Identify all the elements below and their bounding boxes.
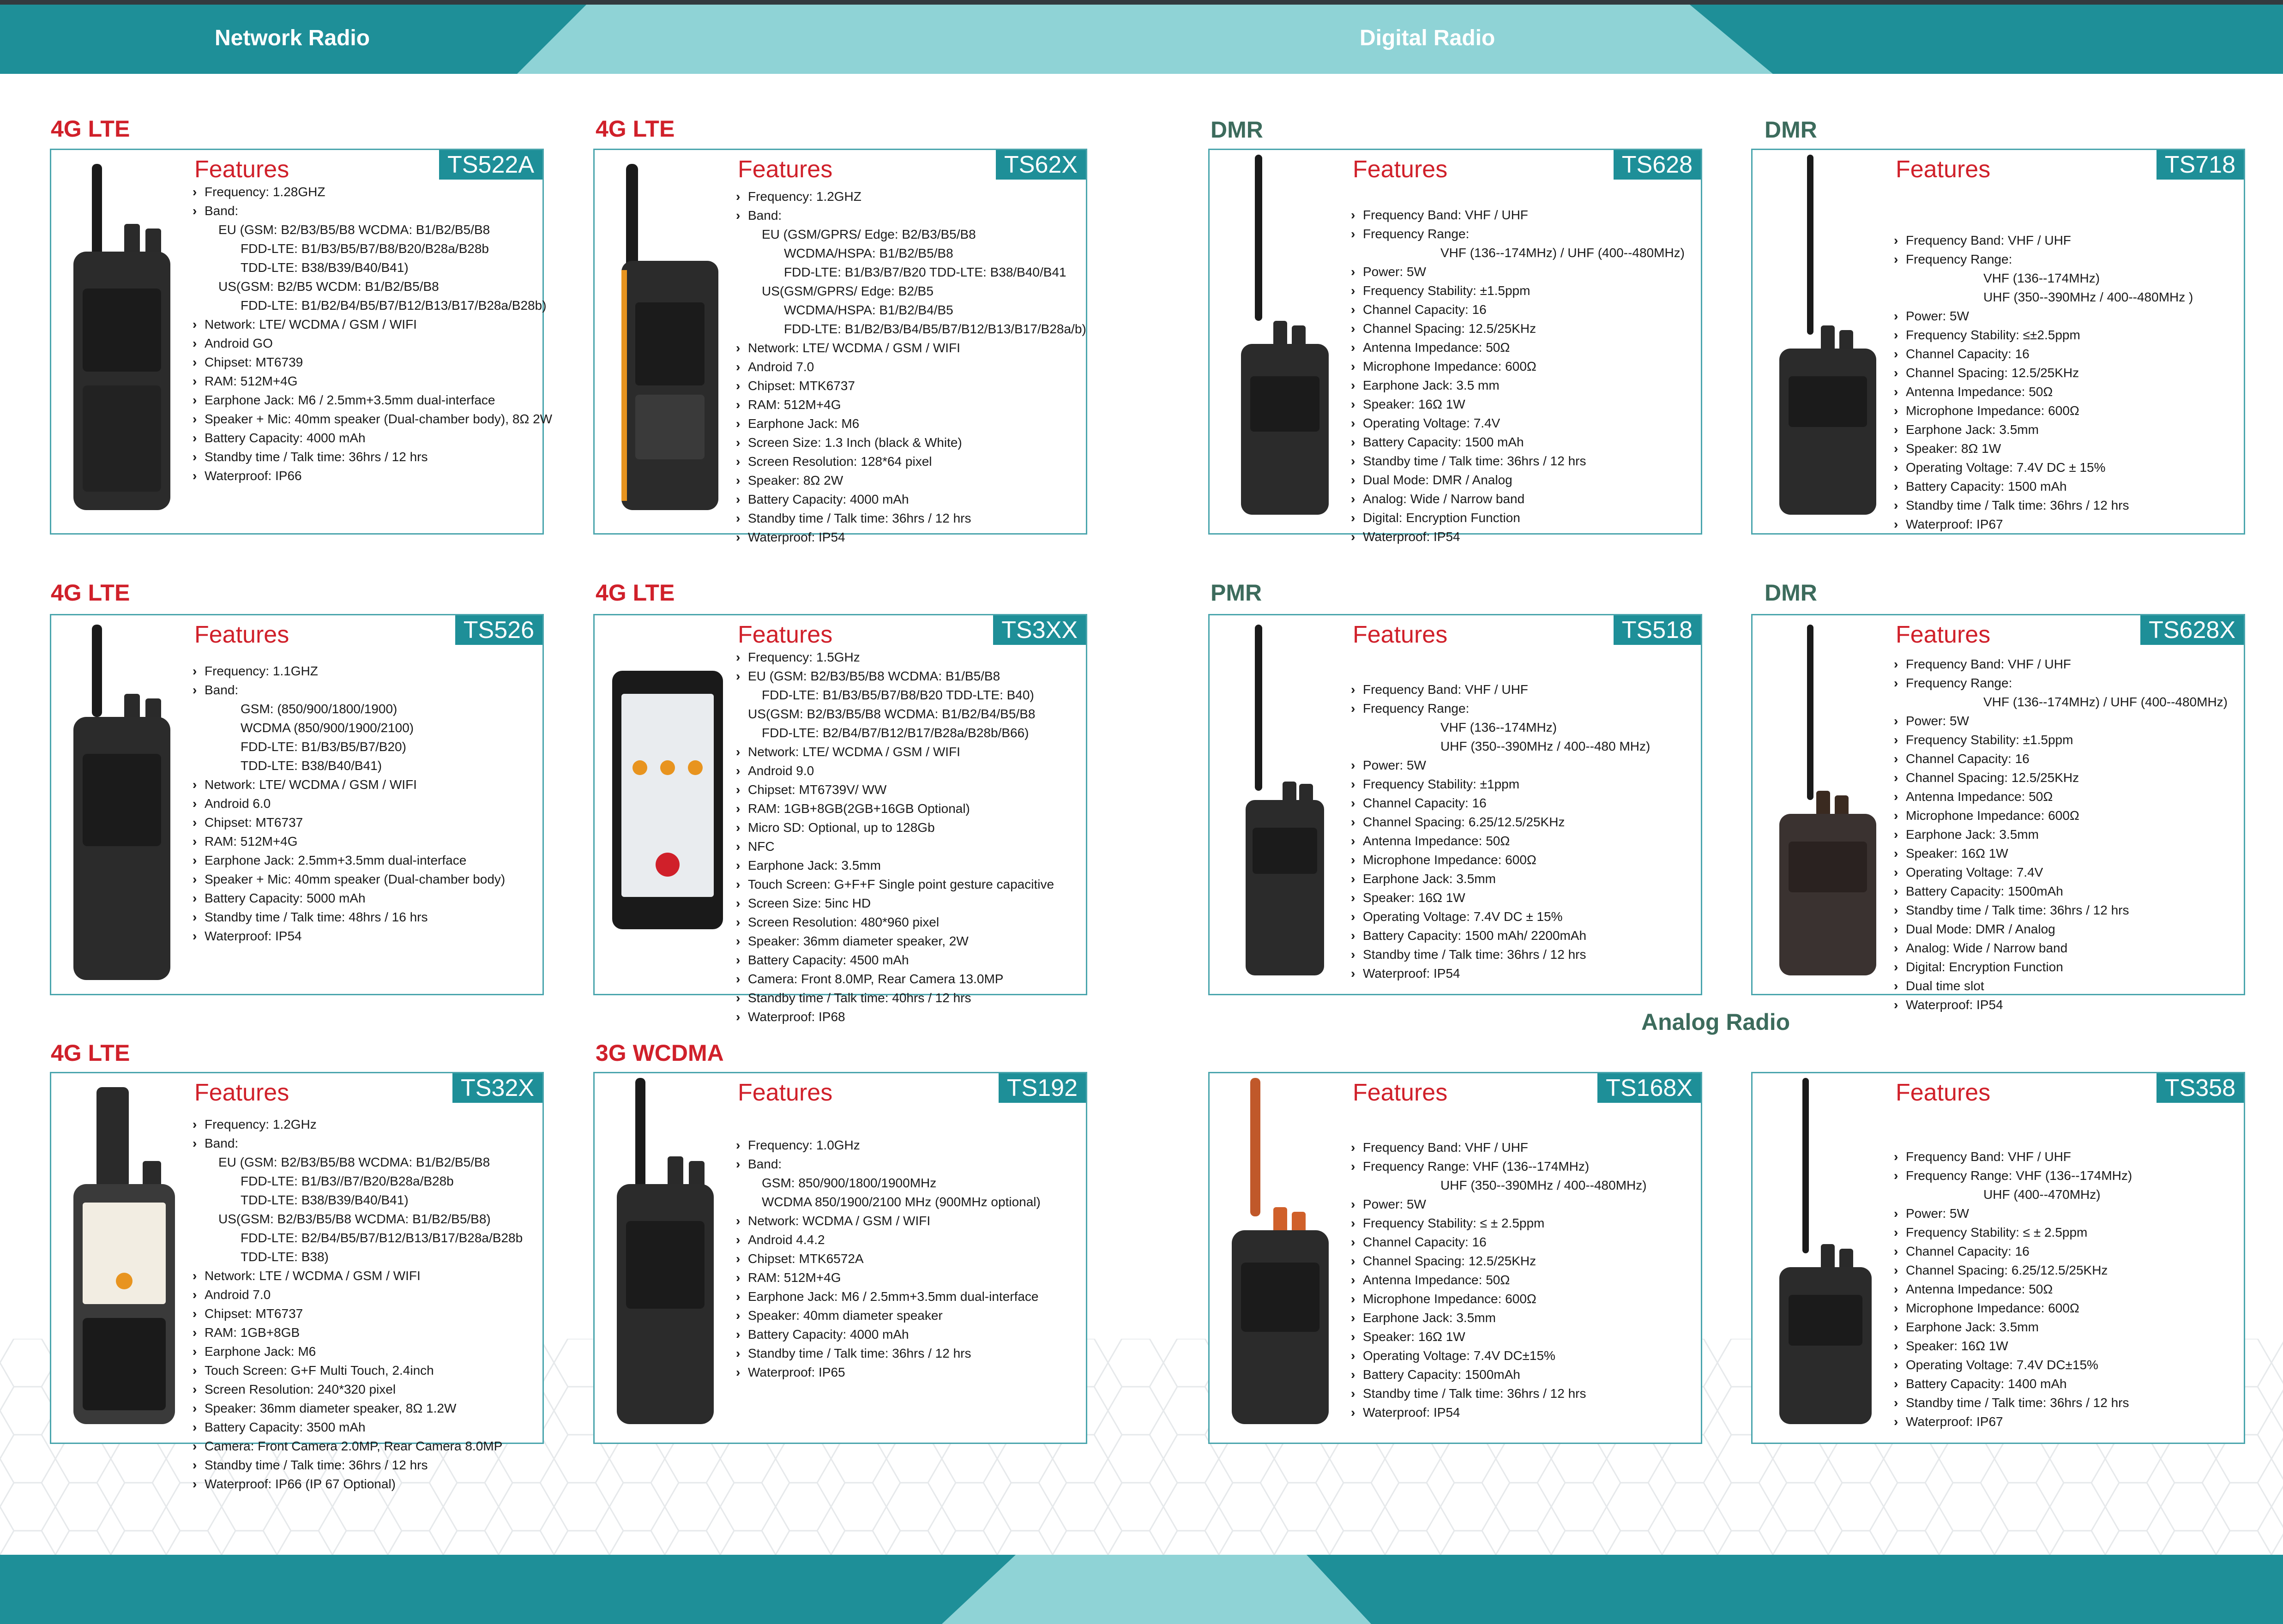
spec-item: › Frequency Range: [1348,224,1697,243]
spec-item: › Frequency Range: VHF (136--174MHz) [1891,1166,2240,1185]
category-label: 3G WCDMA [596,1040,724,1066]
spec-item: US(GSM: B2/B3/B5/B8 WCDMA: B1/B2/B4/B5/B8 [748,707,1036,721]
category-label: DMR [1765,580,1817,606]
spec-item: › Waterproof: IP68 [733,1007,1082,1026]
spec-item: › Operating Voltage: 7.4V DC±15% [1348,1346,1697,1365]
spec-item: › Frequency Range: [1891,674,2240,692]
spec-item: › Network: WCDMA / GSM / WIFI [733,1211,1082,1230]
spec-item: TDD-LTE: B38/B39/B40/B41) [241,1193,409,1207]
spec-item: › Chipset: MTK6737 [733,376,1082,395]
spec-item: › Android 7.0 [190,1285,539,1304]
product-card [593,149,1087,544]
spec-item: › Speaker: 36mm diameter speaker, 8Ω 1.2W [190,1399,539,1418]
spec-item: US(GSM/GPRS/ Edge: B2/B5 [762,284,934,298]
product-card [50,1072,544,1491]
product-card [1751,614,2245,1012]
spec-item: TDD-LTE: B38) [241,1250,329,1264]
spec-item: › Battery Capacity: 4000 mAh [733,490,1082,509]
spec-item: › Earphone Jack: 3.5mm [1891,1317,2240,1336]
spec-item: › Android 9.0 [733,761,1082,780]
spec-item: › Speaker: 40mm diameter speaker [733,1306,1082,1325]
spec-item: › Power: 5W [1891,711,2240,730]
spec-item: › Channel Capacity: 16 [1891,344,2240,363]
spec-item: › Digital: Encryption Function [1891,957,2240,976]
spec-item: › Battery Capacity: 1500mAh [1891,882,2240,901]
spec-item: › Frequency Stability: ≤ ± 2.5ppm [1348,1214,1697,1233]
features-label: Features [194,621,289,648]
spec-item: › Channel Spacing: 12.5/25KHz [1348,1251,1697,1270]
spec-list [190,182,553,485]
spec-item: › Chipset: MT6739V/ WW [733,780,1082,799]
spec-item: › Standby time / Talk time: 48hrs / 16 hrs [190,908,539,926]
spec-item: VHF (136--174MHz) [1983,271,2100,285]
spec-item: › Frequency Band: VHF / UHF [1891,1147,2240,1166]
spec-item: › Channel Capacity: 16 [1348,794,1697,812]
spec-item: FDD-LTE: B1/B3/B5/B7/B20) [241,740,406,754]
spec-item: › Waterproof: IP54 [1348,1403,1697,1422]
spec-item: › Channel Spacing: 12.5/25KHz [1891,768,2240,787]
spec-item: › Android GO [190,334,539,353]
spec-item: › Battery Capacity: 1500 mAh/ 2200mAh [1348,926,1697,945]
spec-item: › Battery Capacity: 3500 mAh [190,1418,539,1437]
spec-item: › Earphone Jack: 3.5 mm [1348,376,1697,395]
model-tag: TS628 [1614,150,1701,180]
category-label: 4G LTE [596,580,675,606]
spec-item: › Earphone Jack: 3.5mm [1348,869,1697,888]
spec-item: EU (GSM: B2/B3/B5/B8 WCDMA: B1/B2/B5/B8 [218,223,490,237]
spec-item: › Standby time / Talk time: 36hrs / 12 hrs [190,1456,539,1474]
spec-item: › Channel Spacing: 6.25/12.5/25KHz [1348,812,1697,831]
spec-item: › Speaker: 16Ω 1W [1891,844,2240,863]
spec-item: › Waterproof: IP54 [733,528,1082,547]
spec-item: VHF (136--174MHz) [1440,720,1557,734]
spec-item: › Band: [733,1155,1082,1173]
spec-item: › RAM: 1GB+8GB(2GB+16GB Optional) [733,799,1082,818]
phone-image [603,671,728,929]
spec-item: › RAM: 512M+4G [733,1268,1082,1287]
spec-item: › Band: [190,680,539,699]
radio-image [1218,1078,1343,1429]
category-label: 4G LTE [51,580,130,606]
features-label: Features [194,1079,289,1106]
spec-item: › Standby time / Talk time: 36hrs / 12 hrs [733,1344,1082,1363]
spec-item: › Channel Spacing: 12.5/25KHz [1348,319,1697,338]
spec-item: FDD-LTE: B1/B3/B5/B7/B8/B20 TDD-LTE: B40) [762,688,1034,702]
spec-item: FDD-LTE: B2/B4/B5/B7/B12/B13/B17/B28a/B28b [241,1231,523,1245]
spec-item: › Earphone Jack: 2.5mm+3.5mm dual-interface [190,851,539,870]
spec-item: › Camera: Front Camera 2.0MP, Rear Camera 8.0MP [190,1437,539,1456]
spec-item: › Chipset: MT6737 [190,813,539,832]
spec-item: › Frequency Stability: ±1ppm [1348,775,1697,794]
spec-item: UHF (350--390MHz / 400--480MHz) [1440,1178,1647,1192]
radio-image [603,1078,728,1429]
spec-item: › Operating Voltage: 7.4V DC ± 15% [1891,458,2240,477]
spec-item: › Frequency Stability: ±1.5ppm [1891,730,2240,749]
spec-item: WCDMA/HSPA: B1/B2/B5/B8 [784,246,953,260]
spec-item: UHF (350--390MHz / 400--480MHz ) [1983,290,2193,304]
spec-list [1891,1147,2240,1431]
spec-list [1891,231,2240,534]
category-label: 4G LTE [596,116,675,142]
spec-list [733,187,1086,547]
spec-item: › Microphone Impedance: 600Ω [1891,401,2240,420]
spec-item: › Screen Resolution: 128*64 pixel [733,452,1082,471]
model-tag: TS32X [452,1073,542,1103]
spec-item: › Standby time / Talk time: 36hrs / 12 hrs [190,447,539,466]
spec-item: › Earphone Jack: 3.5mm [1891,420,2240,439]
spec-item: FDD-LTE: B1/B3//B7/B20/B28a/B28b [241,1174,454,1188]
product-card [50,614,544,995]
spec-item: › Standby time / Talk time: 36hrs / 12 hrs [1891,901,2240,920]
spec-item: › Antenna Impedance: 50Ω [1891,1280,2240,1299]
bottom-banner-shapes [0,1555,2283,1624]
spec-item: › Standby time / Talk time: 36hrs / 12 hrs [733,509,1082,528]
spec-item: › Speaker: 16Ω 1W [1348,888,1697,907]
spec-item: › Standby time / Talk time: 36hrs / 12 hrs [1348,945,1697,964]
spec-item: › Operating Voltage: 7.4V DC ± 15% [1348,907,1697,926]
spec-item: WCDMA (850/900/1900/2100) [241,721,414,735]
spec-item: US(GSM: B2/B5 WCDM: B1/B2/B5/B8 [218,279,439,294]
spec-item: FDD-LTE: B1/B3/B5/B7/B8/B20/B28a/B28b [241,241,489,256]
spec-item: › Digital: Encryption Function [1348,508,1697,527]
spec-item: › Operating Voltage: 7.4V [1891,863,2240,882]
spec-item: › Microphone Impedance: 600Ω [1891,806,2240,825]
spec-item: › Screen Resolution: 480*960 pixel [733,913,1082,932]
spec-item: › Frequency: 1.0GHz [733,1136,1082,1155]
spec-list [1891,655,2240,1014]
radio-image [1218,625,1343,985]
spec-item: › Analog: Wide / Narrow band [1891,938,2240,957]
spec-list [190,1115,539,1493]
network-radio-heading: Network Radio [215,26,370,50]
spec-item: › Frequency Band: VHF / UHF [1348,205,1697,224]
model-tag: TS168X [1597,1073,1701,1103]
spec-list [733,648,1082,1026]
spec-item: › RAM: 512M+4G [733,395,1082,414]
product-card [1751,149,2245,535]
spec-item: › Frequency: 1.1GHZ [190,662,539,680]
spec-item: › Band: [190,201,539,220]
digital-radio-heading: Digital Radio [1360,26,1495,50]
spec-item: › Frequency Stability: ≤±2.5ppm [1891,325,2240,344]
spec-item: › Waterproof: IP65 [733,1363,1082,1382]
spec-item: FDD-LTE: B1/B2/B4/B5/B7/B12/B13/B17/B28a/B28b) [241,298,547,313]
product-card [593,1072,1087,1444]
product-card [1208,149,1702,544]
features-label: Features [738,1079,833,1106]
spec-item: › Battery Capacity: 1500mAh [1348,1365,1697,1384]
spec-item: VHF (136--174MHz) / UHF (400--480MHz) [1440,246,1685,260]
spec-item: › Frequency Stability: ±1.5ppm [1348,281,1697,300]
spec-item: › Microphone Impedance: 600Ω [1348,1289,1697,1308]
spec-item: › Channel Spacing: 12.5/25KHz [1891,363,2240,382]
model-tag: TS628X [2140,615,2244,645]
features-label: Features [738,621,833,648]
spec-item: › Frequency: 1.2GHz [190,1115,539,1134]
spec-item: › NFC [733,837,1082,856]
spec-item: › Channel Capacity: 16 [1348,1233,1697,1251]
spec-item: › Speaker: 8Ω 1W [1891,439,2240,458]
spec-item: › Frequency Range: [1348,699,1697,718]
features-label: Features [1896,621,1991,648]
top-banner [0,0,2283,74]
spec-item: › Earphone Jack: M6 [733,414,1082,433]
spec-item: › Android 6.0 [190,794,539,813]
spec-item: › Frequency Stability: ≤ ± 2.5ppm [1891,1223,2240,1242]
category-label: DMR [1765,117,1817,143]
spec-item: › Operating Voltage: 7.4V DC±15% [1891,1355,2240,1374]
spec-item: › Network: LTE/ WCDMA / GSM / WIFI [190,315,539,334]
spec-list [733,1136,1082,1382]
spec-item: EU (GSM/GPRS/ Edge: B2/B3/B5/B8 [762,227,976,241]
spec-item: › Power: 5W [1348,756,1697,775]
spec-list [190,662,539,945]
spec-item: › Earphone Jack: M6 / 2.5mm+3.5mm dual-interface [733,1287,1082,1306]
spec-item: › Network: LTE/ WCDMA / GSM / WIFI [733,338,1082,357]
spec-item: › Band: [733,206,1082,225]
spec-item: › Standby time / Talk time: 36hrs / 12 hrs [1891,1393,2240,1412]
features-label: Features [1353,1079,1448,1106]
spec-item: › Battery Capacity: 1500 mAh [1891,477,2240,496]
spec-item: › Standby time / Talk time: 40hrs / 12 hrs [733,988,1082,1007]
spec-item: › Antenna Impedance: 50Ω [1348,1270,1697,1289]
spec-item: › Antenna Impedance: 50Ω [1891,382,2240,401]
spec-item: › Dual Mode: DMR / Analog [1891,920,2240,938]
spec-item: › Frequency Band: VHF / UHF [1891,231,2240,250]
spec-item: › Earphone Jack: M6 / 2.5mm+3.5mm dual-interface [190,391,539,409]
spec-item: › Standby time / Talk time: 36hrs / 12 hrs [1348,1384,1697,1403]
product-card [593,614,1087,1024]
spec-item: › Speaker + Mic: 40mm speaker (Dual-chamber body), 8Ω 2W [190,409,539,428]
spec-item: › Power: 5W [1348,1195,1697,1214]
radio-image [60,164,184,515]
spec-item: › Waterproof: IP66 [190,466,539,485]
spec-item: › Microphone Impedance: 600Ω [1348,850,1697,869]
spec-item: › Frequency Range: [1891,250,2240,269]
spec-item: › Channel Capacity: 16 [1348,300,1697,319]
spec-item: US(GSM: B2/B3/B5/B8 WCDMA: B1/B2/B5/B8) [218,1212,491,1226]
model-tag: TS526 [455,615,542,645]
model-tag: TS358 [2157,1073,2244,1103]
model-tag: TS62X [996,150,1086,180]
phone-radio-image [60,1087,184,1429]
spec-item: › Chipset: MTK6572A [733,1249,1082,1268]
spec-item: › Frequency Range: VHF (136--174MHz) [1348,1157,1697,1176]
product-card [50,149,553,535]
spec-item: › Frequency: 1.5GHz [733,648,1082,667]
spec-item: › RAM: 512M+4G [190,832,539,851]
spec-item: › Touch Screen: G+F Multi Touch, 2.4inch [190,1361,539,1380]
spec-list [1348,205,1697,546]
spec-item: FDD-LTE: B1/B2/B3/B4/B5/B7/B12/B13/B17/B28a/b) [784,322,1086,336]
spec-item: › Network: LTE/ WCDMA / GSM / WIFI [190,775,539,794]
features-label: Features [194,156,289,183]
spec-item: › Waterproof: IP54 [1891,995,2240,1014]
spec-item: › Channel Capacity: 16 [1891,749,2240,768]
spec-item: › Channel Spacing: 6.25/12.5/25KHz [1891,1261,2240,1280]
spec-item: › Micro SD: Optional, up to 128Gb [733,818,1082,837]
model-tag: TS3XX [993,615,1086,645]
spec-item: › Operating Voltage: 7.4V [1348,414,1697,433]
radio-image [1761,1078,1885,1429]
spec-item: › Standby time / Talk time: 36hrs / 12 hrs [1891,496,2240,515]
spec-item: GSM: 850/900/1800/1900MHz [762,1176,937,1190]
model-tag: TS522A [439,150,542,180]
spec-item: › Earphone Jack: 3.5mm [1891,825,2240,844]
spec-item: › Waterproof: IP66 (IP 67 Optional) [190,1474,539,1493]
spec-item: › RAM: 1GB+8GB [190,1323,539,1342]
spec-item: › Band: [190,1134,539,1153]
spec-item: UHF (350--390MHz / 400--480 MHz) [1440,739,1651,753]
spec-item: VHF (136--174MHz) / UHF (400--480MHz) [1983,695,2228,709]
spec-item: › Frequency: 1.28GHZ [190,182,539,201]
spec-item: › Dual Mode: DMR / Analog [1348,470,1697,489]
spec-item: › Speaker: 36mm diameter speaker, 2W [733,932,1082,950]
spec-item: › Power: 5W [1891,1204,2240,1223]
spec-item: TDD-LTE: B38/B40/B41) [241,758,382,773]
spec-item: › Android 7.0 [733,357,1082,376]
spec-item: › Chipset: MT6737 [190,1304,539,1323]
spec-item: › Antenna Impedance: 50Ω [1348,831,1697,850]
category-label: PMR [1211,580,1262,606]
spec-item: › Speaker: 8Ω 2W [733,471,1082,490]
spec-item: › Chipset: MT6739 [190,353,539,372]
product-card [1208,614,1702,995]
radio-image [1761,625,1885,985]
spec-item: › Screen Resolution: 240*320 pixel [190,1380,539,1399]
spec-item: › Standby time / Talk time: 36hrs / 12 hrs [1348,451,1697,470]
spec-item: › Frequency Band: VHF / UHF [1348,680,1697,699]
spec-list [1348,1138,1697,1422]
spec-list [1348,680,1697,983]
category-label: 4G LTE [51,116,130,142]
spec-item: › Earphone Jack: 3.5mm [733,856,1082,875]
spec-item: › Waterproof: IP54 [1348,964,1697,983]
radio-image [1218,155,1343,524]
spec-item: › Speaker: 16Ω 1W [1348,1327,1697,1346]
spec-item: › Speaker: 16Ω 1W [1348,395,1697,414]
spec-item: › Antenna Impedance: 50Ω [1891,787,2240,806]
spec-item: › Earphone Jack: 3.5mm [1348,1308,1697,1327]
spec-item: › Power: 5W [1348,262,1697,281]
spec-item: FDD-LTE: B2/B4/B7/B12/B17/B28a/B28b/B66) [762,726,1029,740]
spec-item: › Waterproof: IP67 [1891,1412,2240,1431]
spec-item: › Earphone Jack: M6 [190,1342,539,1361]
spec-item: › Battery Capacity: 4000 mAh [733,1325,1082,1344]
spec-item: › Battery Capacity: 1400 mAh [1891,1374,2240,1393]
spec-item: › Battery Capacity: 5000 mAh [190,889,539,908]
features-label: Features [1896,156,1991,183]
radio-image [603,164,728,515]
spec-item: › Power: 5W [1891,307,2240,325]
product-card [1751,1072,2245,1444]
bottom-banner [0,1555,2283,1624]
spec-item: › Antenna Impedance: 50Ω [1348,338,1697,357]
spec-item: › Frequency: 1.2GHZ [733,187,1082,206]
spec-item: › Microphone Impedance: 600Ω [1348,357,1697,376]
spec-item: › Screen Size: 5inc HD [733,894,1082,913]
spec-item: WCDMA/HSPA: B1/B2/B4/B5 [784,303,953,317]
spec-item: › Waterproof: IP67 [1891,515,2240,534]
features-label: Features [1896,1079,1991,1106]
spec-item: › Android 4.4.2 [733,1230,1082,1249]
spec-item: › Battery Capacity: 4500 mAh [733,950,1082,969]
category-label: DMR [1211,117,1263,143]
spec-item: › Waterproof: IP54 [190,926,539,945]
spec-item: TDD-LTE: B38/B39/B40/B41) [241,260,409,275]
spec-item: › Network: LTE/ WCDMA / GSM / WIFI [733,742,1082,761]
spec-item: › Frequency Band: VHF / UHF [1891,655,2240,674]
model-tag: TS192 [999,1073,1086,1103]
spec-item: › Battery Capacity: 4000 mAh [190,428,539,447]
spec-item: › Frequency Band: VHF / UHF [1348,1138,1697,1157]
spec-item: › Camera: Front 8.0MP, Rear Camera 13.0MP [733,969,1082,988]
spec-item: › Speaker + Mic: 40mm speaker (Dual-chamber body) [190,870,539,889]
features-label: Features [738,156,833,183]
spec-item: WCDMA 850/1900/2100 MHz (900MHz optional) [762,1195,1041,1209]
radio-image [1761,155,1885,524]
spec-item: GSM: (850/900/1800/1900) [241,702,398,716]
category-label: 4G LTE [51,1040,130,1066]
spec-item: › Touch Screen: G+F+F Single point gesture capacitive [733,875,1082,894]
spec-item: › Network: LTE / WCDMA / GSM / WIFI [190,1266,539,1285]
spec-item: › Channel Capacity: 16 [1891,1242,2240,1261]
features-label: Features [1353,156,1448,183]
spec-item: › Waterproof: IP54 [1348,527,1697,546]
spec-item: › Battery Capacity: 1500 mAh [1348,433,1697,451]
spec-item: › Speaker: 16Ω 1W [1891,1336,2240,1355]
spec-item: UHF (400--470MHz) [1983,1187,2101,1202]
spec-item: › EU (GSM: B2/B3/B5/B8 WCDMA: B1/B5/B8 [733,667,1082,686]
features-label: Features [1353,621,1448,648]
spec-item: › Screen Size: 1.3 Inch (black & White) [733,433,1082,452]
product-card [1208,1072,1702,1444]
spec-item: FDD-LTE: B1/B3/B7/B20 TDD-LTE: B38/B40/B41 [784,265,1066,279]
analog-radio-heading: Analog Radio [1641,1009,1790,1035]
model-tag: TS718 [2157,150,2244,180]
spec-item: › RAM: 512M+4G [190,372,539,391]
spec-item: › Dual time slot [1891,976,2240,995]
spec-item: › Analog: Wide / Narrow band [1348,489,1697,508]
spec-item: › Microphone Impedance: 600Ω [1891,1299,2240,1317]
radio-image [60,625,184,985]
model-tag: TS518 [1614,615,1701,645]
spec-item: EU (GSM: B2/B3/B5/B8 WCDMA: B1/B2/B5/B8 [218,1155,490,1169]
